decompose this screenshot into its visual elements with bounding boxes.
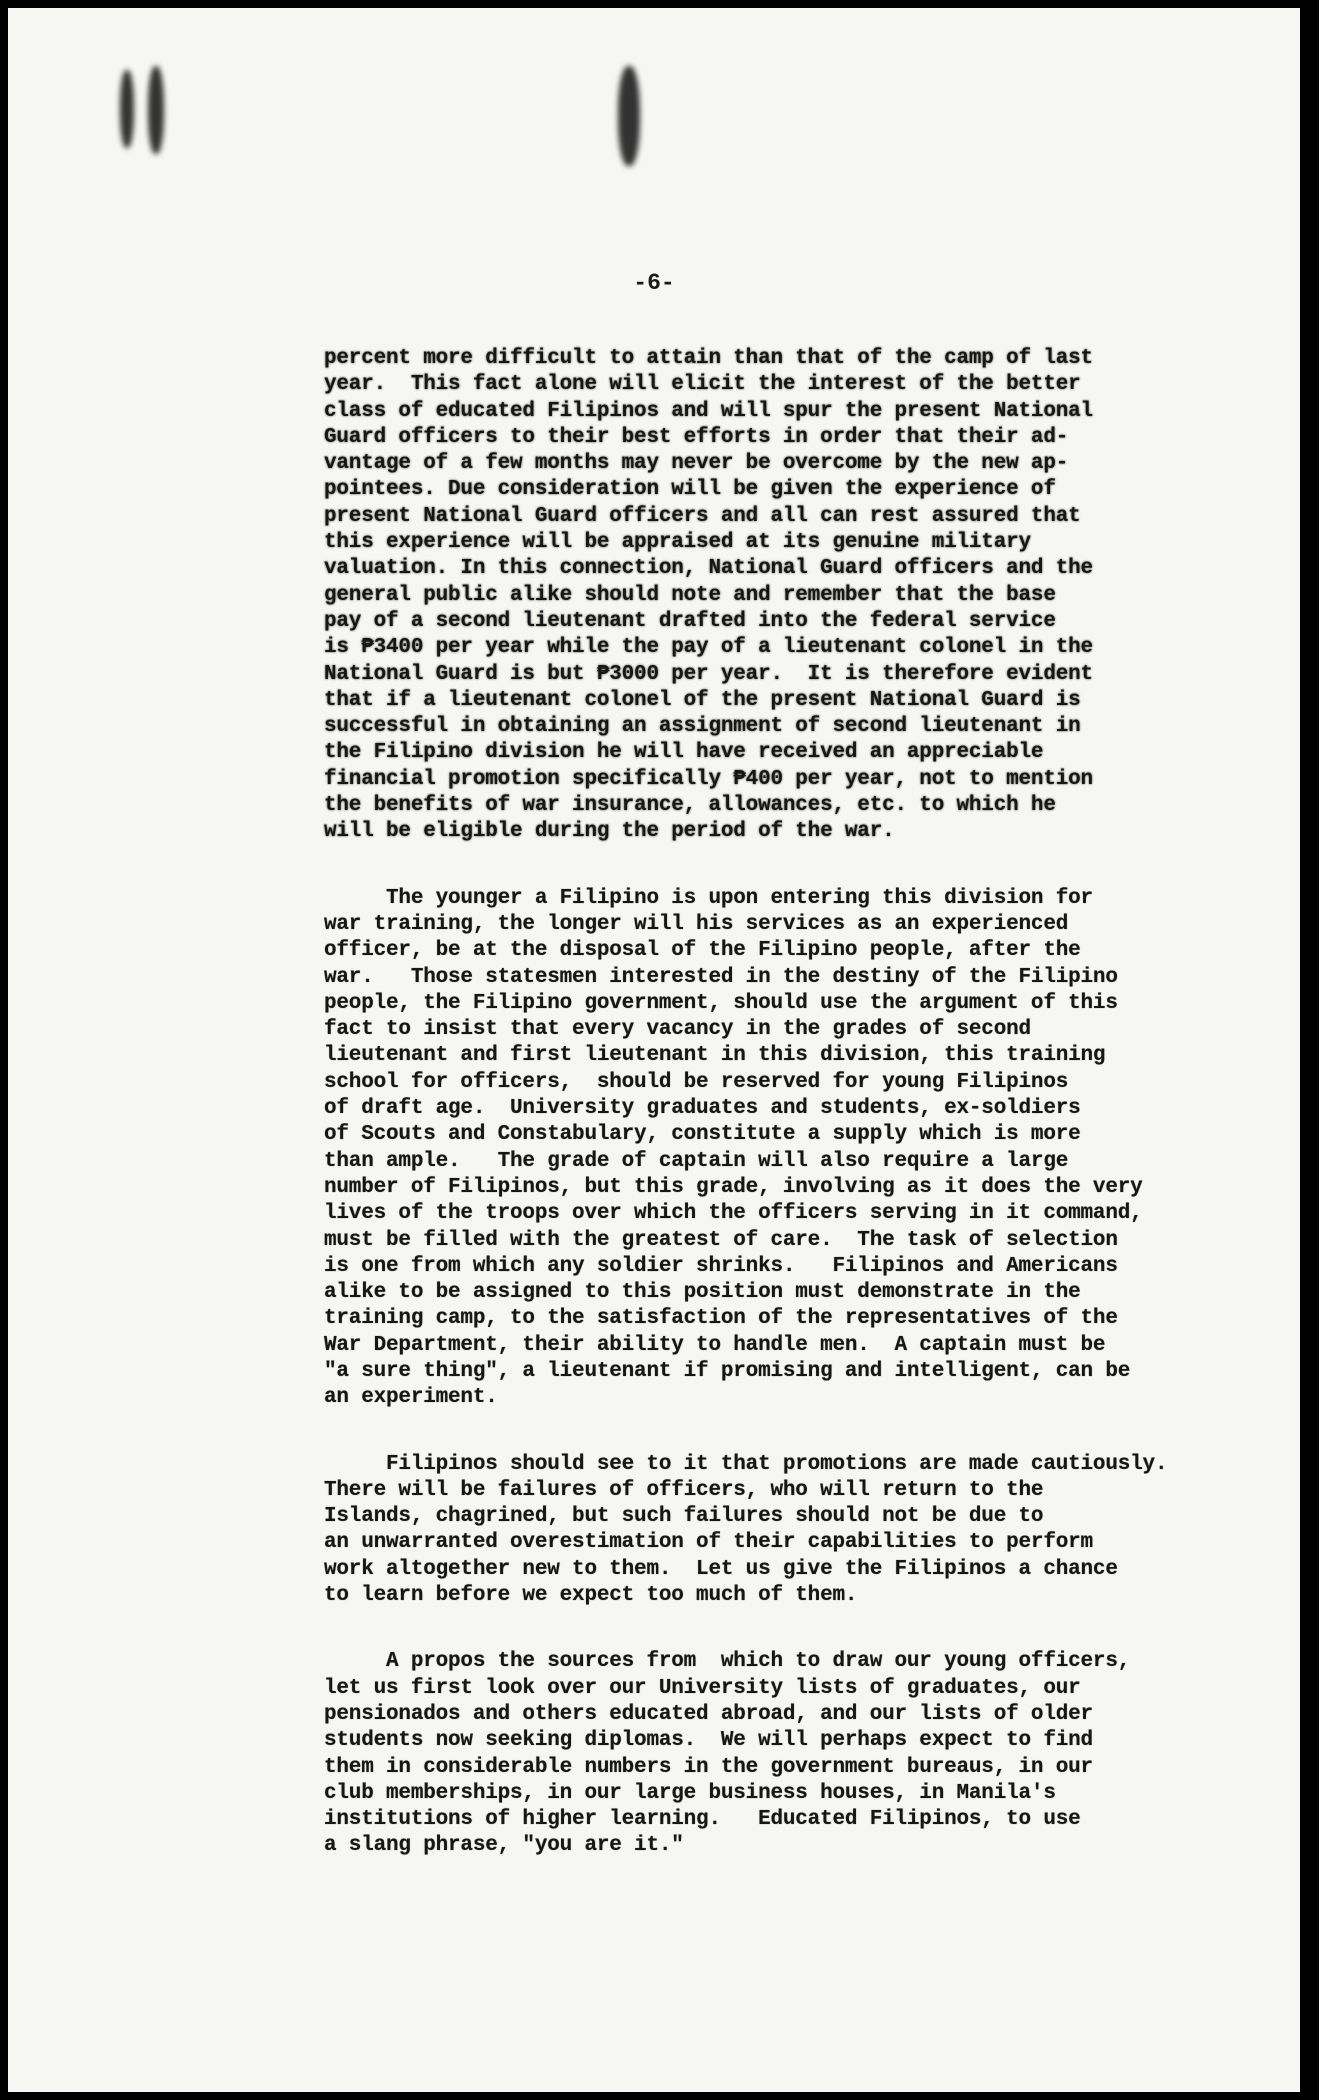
text-line: "a sure thing", a lieutenant if promising and intelligent, can be (324, 1359, 1131, 1383)
text-line: lieutenant and first lieutenant in this division, this training (324, 1044, 1106, 1068)
text-line: The younger a Filipino is upon entering this division for (324, 886, 1093, 910)
text-line: financial promotion specifically ₱400 per year, not to mention (324, 767, 1093, 791)
text-line: general public alike should note and remember that the base (324, 583, 1056, 607)
text-line: war. Those statesmen interested in the destiny of the Filipino (324, 965, 1118, 989)
text-line: lives of the troops over which the officers serving in it command, (324, 1202, 1143, 1226)
text-line: Guard officers to their best efforts in order that their ad- (324, 425, 1069, 449)
text-line: Filipinos should see to it that promotions are made cautiously. (324, 1452, 1168, 1476)
text-line: valuation. In this connection, National Guard officers and the (324, 557, 1093, 581)
text-line: successful in obtaining an assignment of second lieutenant in (324, 715, 1081, 739)
document-page (8, 8, 1300, 2092)
text-line: club memberships, in our large business houses, in Manila's (324, 1781, 1056, 1805)
text-line: There will be failures of officers, who will return to the (324, 1478, 1044, 1502)
text-line: A propos the sources from which to draw our young officers, (324, 1650, 1131, 1674)
text-line: to learn before we expect too much of them. (324, 1584, 858, 1608)
text-line: is ₱3400 per year while the pay of a lieutenant colonel in the (324, 636, 1093, 660)
text-line: school for officers, should be reserved for young Filipinos (324, 1070, 1069, 1094)
text-line: pay of a second lieutenant drafted into the federal service (324, 609, 1056, 633)
text-line: than ample. The grade of captain will also require a large (324, 1149, 1069, 1173)
punch-hole-mark (120, 70, 134, 148)
text-line: present National Guard officers and all can rest assured that (324, 504, 1081, 528)
punch-hole-mark (618, 66, 640, 166)
text-line: of Scouts and Constabulary, constitute a supply which is more (324, 1123, 1081, 1147)
text-line: let us first look over our University lists of graduates, our (324, 1676, 1081, 1700)
text-line: this experience will be appraised at its genuine military (324, 531, 1031, 555)
text-line: institutions of higher learning. Educated Filipinos, to use (324, 1808, 1081, 1832)
paragraph-4 (324, 1649, 1224, 1859)
text-line: the benefits of war insurance, allowances, etc. to which he (324, 794, 1056, 818)
text-line: an experiment. (324, 1386, 498, 1410)
page-number: -6- (633, 270, 675, 296)
text-line: pointees. Due consideration will be given the experience of (324, 478, 1056, 502)
text-line: year. This fact alone will elicit the interest of the better (324, 373, 1081, 397)
text-line: of draft age. University graduates and students, ex-soldiers (324, 1097, 1081, 1121)
text-line: people, the Filipino government, should use the argument of this (324, 991, 1118, 1015)
text-line: training camp, to the satisfaction of the representatives of the (324, 1307, 1118, 1331)
text-line: will be eligible during the period of the war. (324, 820, 895, 844)
text-line: is one from which any soldier shrinks. Filipinos and Americans (324, 1254, 1118, 1278)
text-line: pensionados and others educated abroad, and our lists of older (324, 1702, 1093, 1726)
text-line: war training, the longer will his services as an experienced (324, 912, 1069, 936)
text-line: percent more difficult to attain than that of the camp of last (324, 347, 1093, 370)
punch-hole-mark (148, 66, 164, 154)
text-line: an unwarranted overestimation of their capabilities to perform (324, 1531, 1093, 1555)
text-line: fact to insist that every vacancy in the grades of second (324, 1018, 1031, 1042)
text-line: Islands, chagrined, but such failures should not be due to (324, 1505, 1044, 1529)
paragraph-1 (324, 346, 1224, 846)
text-line: that if a lieutenant colonel of the present National Guard is (324, 688, 1081, 712)
paragraph-3 (324, 1452, 1224, 1610)
text-line: students now seeking diplomas. We will perhaps expect to find (324, 1729, 1093, 1753)
text-line: War Department, their ability to handle men. A captain must be (324, 1333, 1106, 1357)
text-line: must be filled with the greatest of care. The task of selection (324, 1228, 1118, 1252)
text-line: National Guard is but ₱3000 per year. It is therefore evident (324, 662, 1093, 686)
text-line: work altogether new to them. Let us give the Filipinos a chance (324, 1557, 1118, 1581)
text-line: vantage of a few months may never be overcome by the new ap- (324, 452, 1069, 476)
text-line: officer, be at the disposal of the Filipino people, after the (324, 939, 1081, 963)
text-line: the Filipino division he will have received an appreciable (324, 741, 1044, 765)
text-line: alike to be assigned to this position must demonstrate in the (324, 1281, 1081, 1305)
paragraph-2 (324, 886, 1224, 1412)
text-line: number of Filipinos, but this grade, involving as it does the very (324, 1175, 1143, 1199)
text-line: a slang phrase, "you are it." (324, 1834, 684, 1858)
text-line: them in considerable numbers in the government bureaus, in our (324, 1755, 1093, 1779)
text-line: class of educated Filipinos and will spur the present National (324, 399, 1093, 423)
document-body (324, 346, 1224, 1900)
